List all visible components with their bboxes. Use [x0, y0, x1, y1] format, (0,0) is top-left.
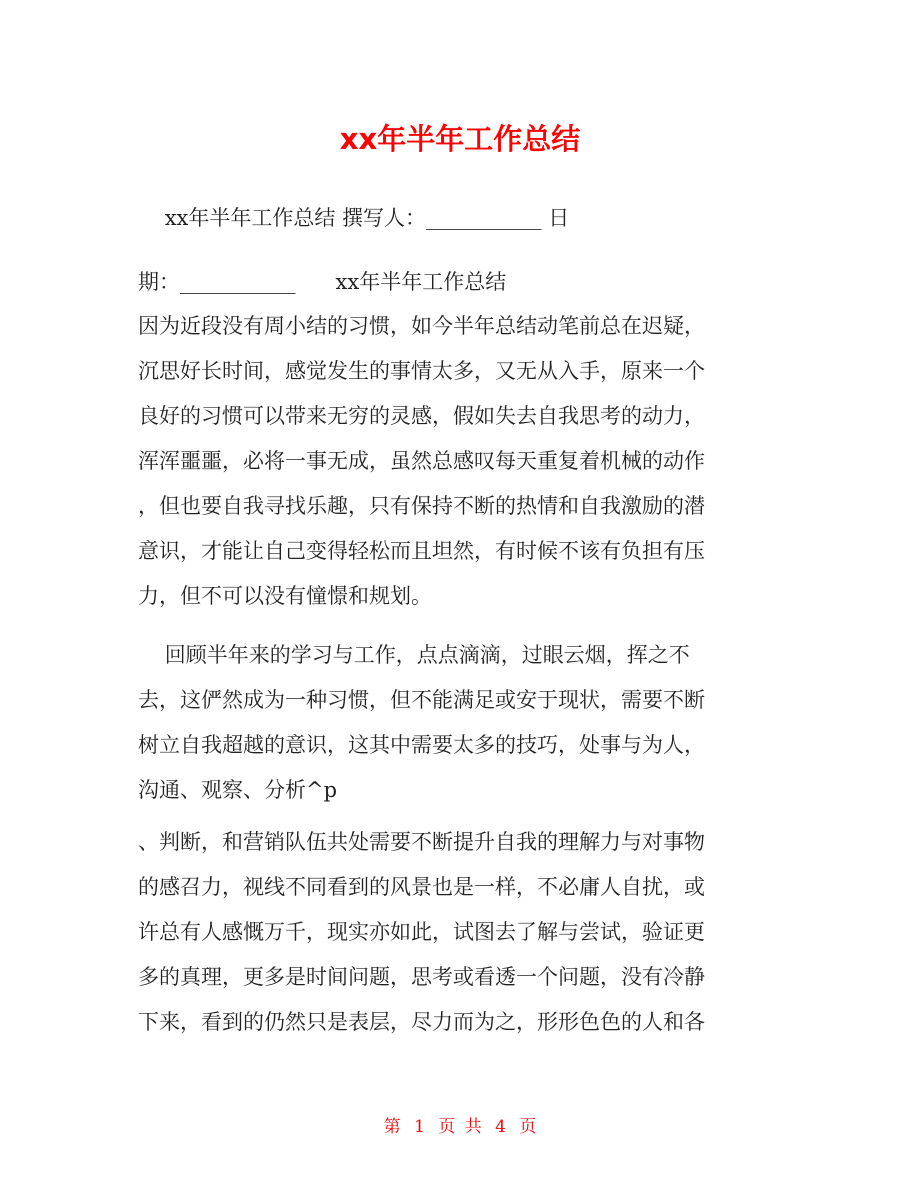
body-line: 多的真理，更多是时间问题，思考或看透一个问题，没有冷静 [138, 965, 705, 989]
footer-suffix: 页 [519, 1117, 537, 1137]
body-line: 回顾半年来的学习与工作，点点滴滴，过眼云烟，挥之不 [138, 643, 690, 667]
body-line: 期：___________ xx年半年工作总结 [138, 270, 507, 294]
body-line: xx年半年工作总结 撰写人：___________ 日 [138, 206, 570, 230]
body-line: 、判断，和营销队伍共处需要不断提升自我的理解力与对事物 [138, 830, 705, 854]
body-line: 的感召力，视线不同看到的风景也是一样，不必庸人自扰，或 [138, 875, 705, 899]
body-line: 浑浑噩噩，必将一事无成，虽然总感叹每天重复着机械的动作 [138, 449, 705, 473]
footer-prefix: 第 [383, 1117, 401, 1137]
page-footer [0, 1112, 920, 1137]
footer-mid: 页 共 [438, 1117, 482, 1137]
body-line: 去，这俨然成为一种习惯，但不能满足或安于现状，需要不断 [138, 688, 705, 712]
document-title: xx年半年工作总结 [339, 122, 581, 156]
total-pages-number: 4 [495, 1117, 506, 1137]
body-line: 意识，才能让自己变得轻松而且坦然，有时候不该有负担有压 [138, 539, 705, 563]
body-line: 力，但不可以没有憧憬和规划。 [138, 584, 432, 608]
body-line: 树立自我超越的意识，这其中需要太多的技巧，处事与为人， [138, 733, 705, 757]
body-line: 许总有人感慨万千，现实亦如此，试图去了解与尝试，验证更 [138, 920, 705, 944]
body-line: 良好的习惯可以带来无穷的灵感，假如失去自我思考的动力， [138, 404, 705, 428]
body-line: 沟通、观察、分析^p [138, 778, 338, 802]
body-line: 下来，看到的仍然只是表层，尽力而为之，形形色色的人和各 [138, 1010, 705, 1034]
current-page-number: 1 [414, 1117, 425, 1137]
body-line: ，但也要自我寻找乐趣，只有保持不断的热情和自我激励的潜 [138, 494, 705, 518]
body-line: 因为近段没有周小结的习惯，如今半年总结动笔前总在迟疑， [138, 314, 705, 338]
body-line: 沉思好长时间，感觉发生的事情太多，又无从入手，原来一个 [138, 359, 705, 383]
